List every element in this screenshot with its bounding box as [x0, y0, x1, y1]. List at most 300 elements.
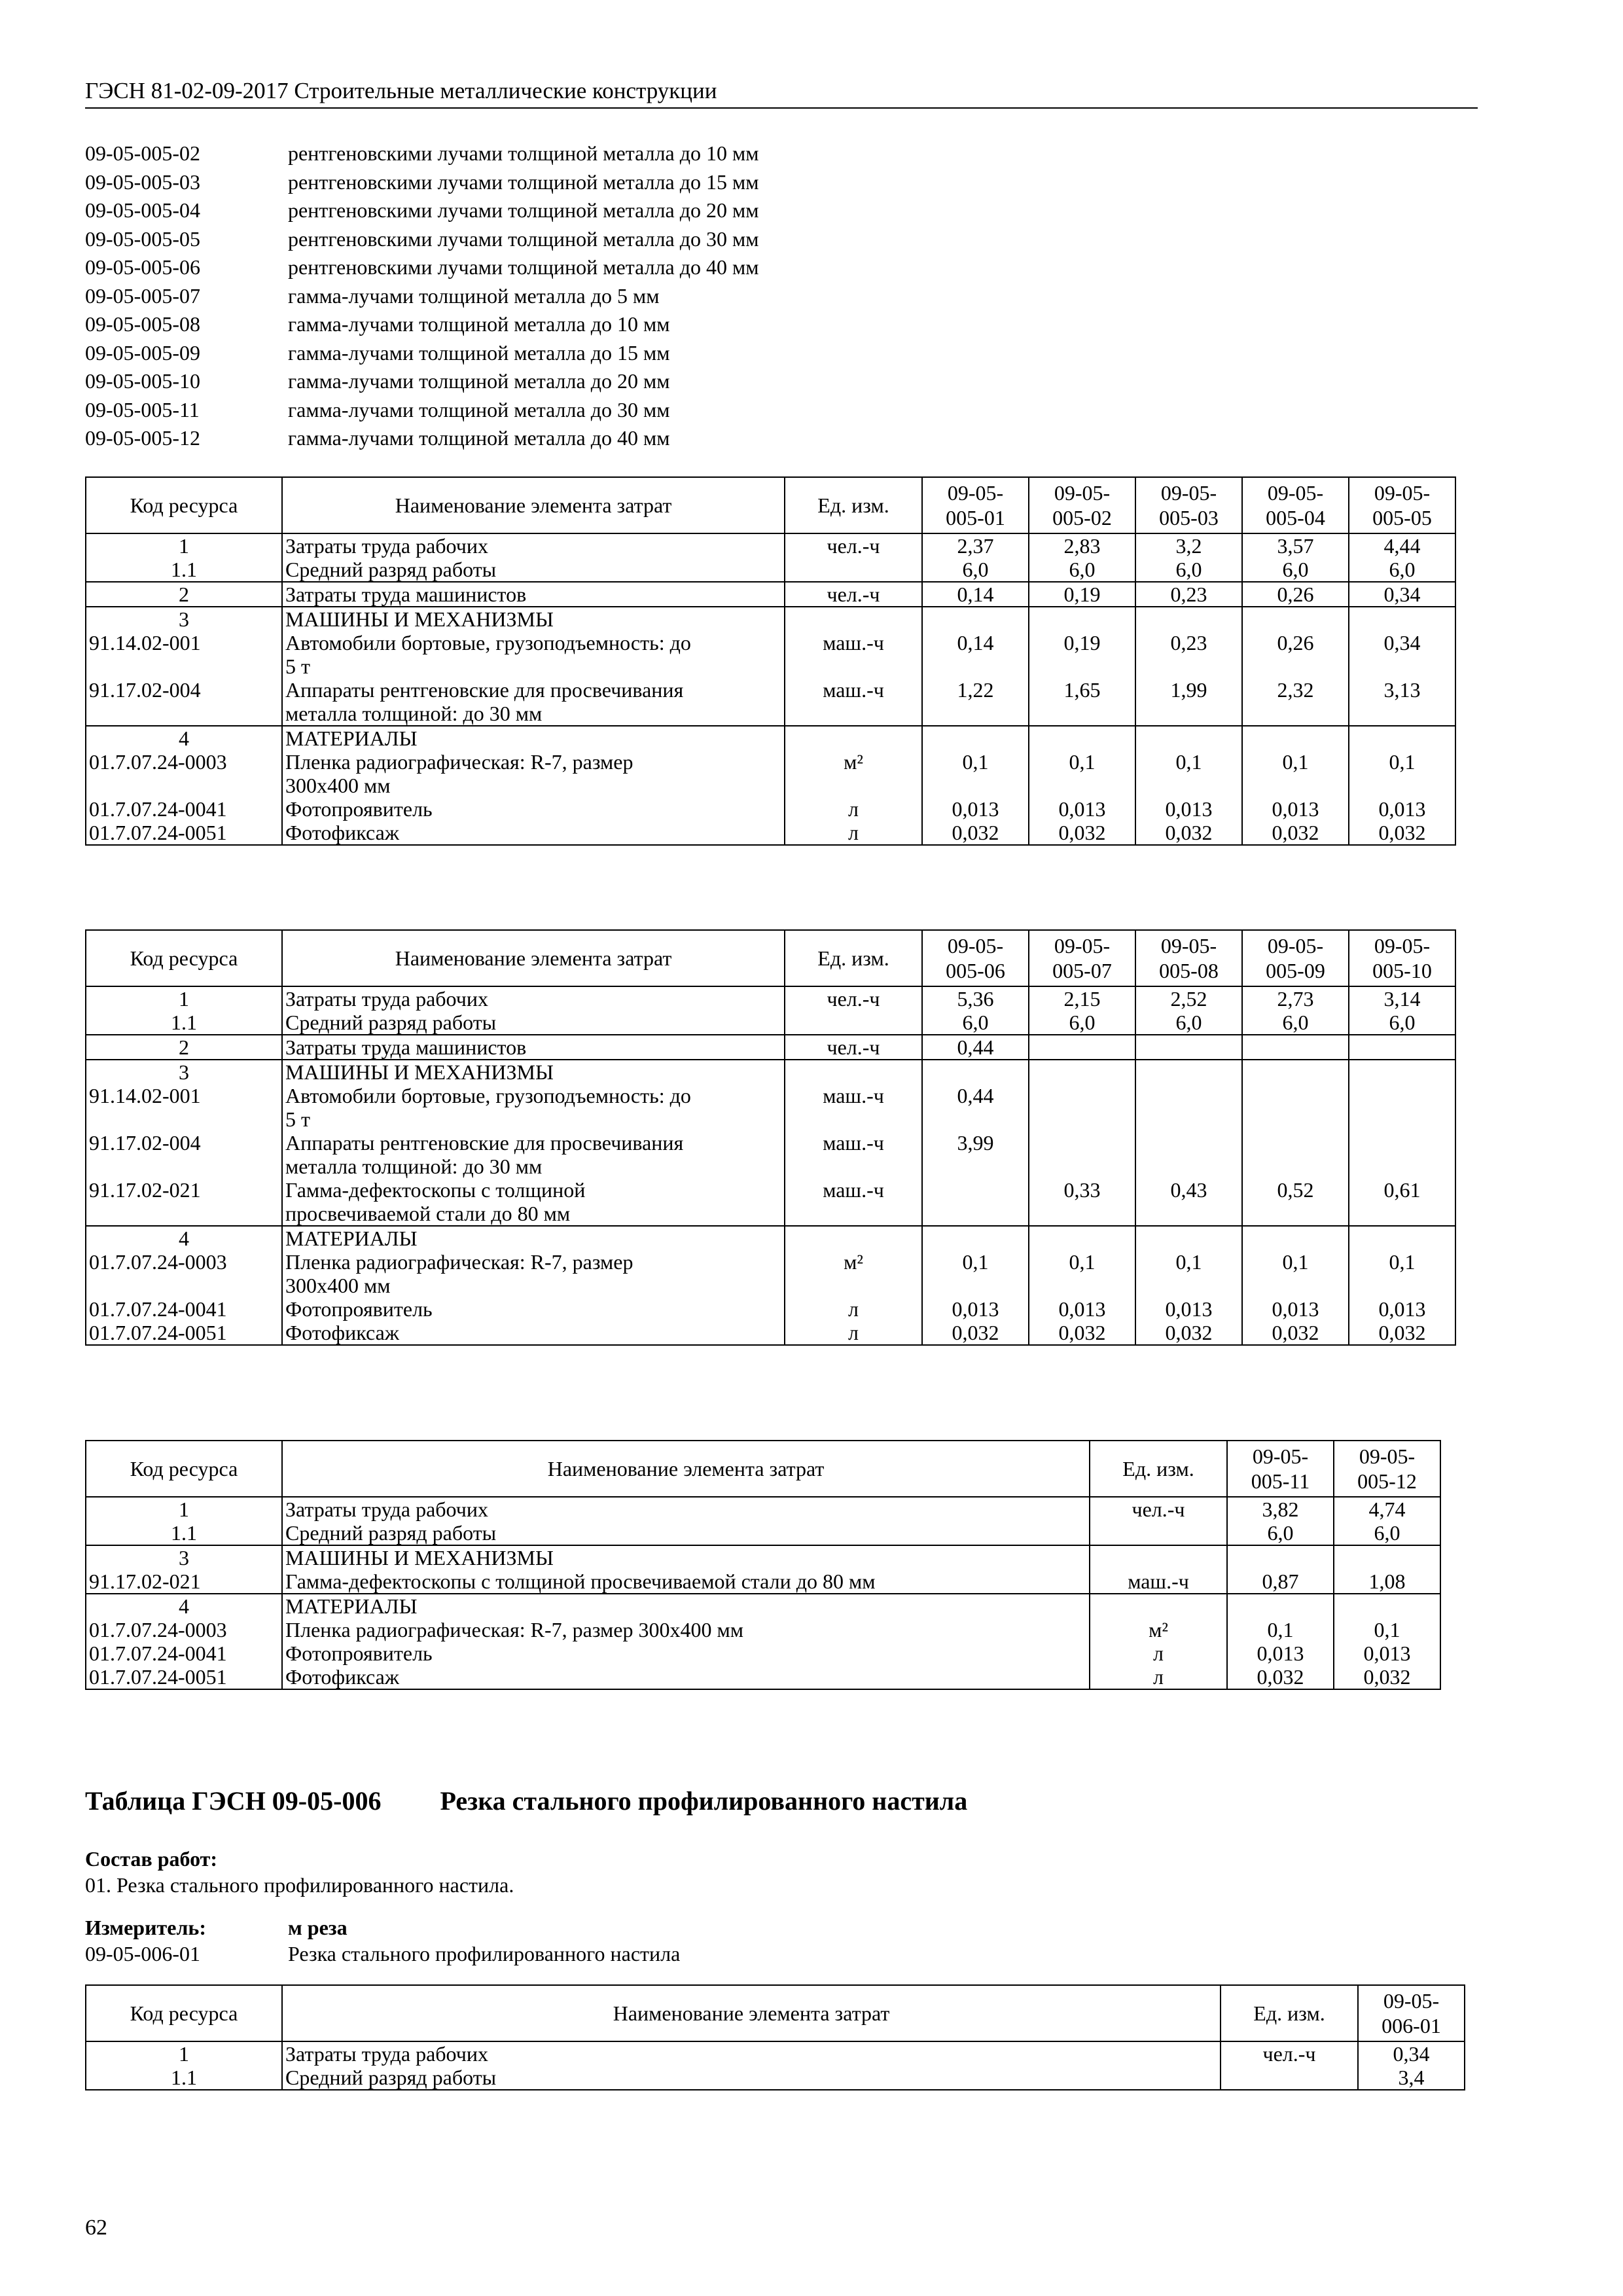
col-header-norm-line: 09-05- — [1374, 934, 1431, 958]
col-header-norm-line: 09-05- — [947, 934, 1004, 958]
code-list-code: 09-05-005-02 — [85, 141, 200, 165]
norm-value: 3,82 — [1227, 1497, 1334, 1521]
col-header-code: Код ресурса — [86, 477, 282, 533]
table-row — [86, 1011, 1455, 1035]
resource-code: 3 — [86, 1545, 282, 1570]
norm-value: 0,013 — [1227, 1641, 1334, 1665]
resource-unit: маш.-ч — [785, 631, 922, 678]
norm-value — [922, 1226, 1029, 1250]
norm-value: 0,013 — [1135, 797, 1242, 821]
table-row — [86, 1594, 1440, 1618]
resource-code: 4 — [86, 726, 282, 750]
col-header-name: Наименование элемента затрат — [282, 1985, 1221, 2041]
resource-unit — [1090, 1521, 1227, 1545]
table-row — [86, 678, 1455, 726]
col-header-norm-line: 09-05- — [1160, 481, 1217, 505]
norm-value: 6,0 — [1029, 558, 1135, 582]
norm-value: 0,14 — [922, 582, 1029, 607]
composition-block — [85, 1846, 514, 1898]
table-row — [86, 1570, 1440, 1594]
table-row — [86, 1297, 1455, 1321]
table-row — [86, 1641, 1440, 1665]
resource-name-line: металла толщиной: до 30 мм — [285, 702, 543, 725]
resource-unit: маш.-ч — [1090, 1570, 1227, 1594]
section-title-code: Таблица ГЭСН 09-05-006 — [85, 1786, 382, 1816]
col-header-norm-line: 006-01 — [1382, 2014, 1441, 2037]
resource-name-line: Фотофиксаж — [285, 821, 399, 844]
table-row — [86, 533, 1455, 558]
code-list-item — [85, 196, 759, 225]
norm-value: 0,1 — [1227, 1618, 1334, 1641]
norm-value: 0,1 — [1135, 1250, 1242, 1297]
code-list-code: 09-05-005-04 — [85, 198, 200, 222]
resource-name — [282, 1545, 1090, 1570]
col-header-norm — [1242, 930, 1349, 986]
norm-value: 6,0 — [1029, 1011, 1135, 1035]
resource-name-line: Автомобили бортовые, грузоподъемность: до — [285, 631, 691, 655]
section-title-text: Резка стального профилированного настила — [440, 1786, 968, 1816]
resource-code: 1 — [86, 2041, 282, 2066]
resource-name — [282, 726, 785, 750]
resource-name-line: Затраты труда рабочих — [285, 2042, 488, 2066]
resource-code: 01.7.07.24-0051 — [86, 821, 282, 845]
norm-value: 3,99 — [922, 1131, 1029, 1178]
resource-name — [282, 1131, 785, 1178]
resource-unit — [785, 558, 922, 582]
norm-value — [1349, 726, 1455, 750]
norm-value — [1135, 1035, 1242, 1060]
norm-value: 0,52 — [1242, 1178, 1349, 1226]
resource-unit — [785, 1060, 922, 1084]
norm-value: 0,33 — [1029, 1178, 1135, 1226]
code-list-text: гамма-лучами толщиной металла до 40 мм — [288, 426, 670, 450]
col-header-norm — [1349, 477, 1455, 533]
code-list-item — [85, 424, 759, 453]
resource-code: 3 — [86, 1060, 282, 1084]
table-row — [86, 1035, 1455, 1060]
norm-value: 3,13 — [1349, 678, 1455, 726]
table-row — [86, 1618, 1440, 1641]
norm-value: 3,2 — [1135, 533, 1242, 558]
norm-value — [1349, 1035, 1455, 1060]
resource-name-line: Аппараты рентгеновские для просвечивания — [285, 678, 684, 702]
resource-code: 01.7.07.24-0041 — [86, 797, 282, 821]
code-list-item — [85, 253, 759, 282]
resource-unit: маш.-ч — [785, 678, 922, 726]
code-list-text: гамма-лучами толщиной металла до 10 мм — [288, 312, 670, 336]
table-header-row — [86, 1985, 1465, 2041]
resource-name — [282, 2066, 1221, 2090]
norm-value: 0,34 — [1349, 582, 1455, 607]
code-list-text: рентгеновскими лучами толщиной металла до 10 мм — [288, 141, 759, 165]
resource-name-line: Фотофиксаж — [285, 1321, 399, 1344]
item-text: Резка стального профилированного настила — [288, 1942, 681, 1965]
col-header-norm — [1242, 477, 1349, 533]
col-header-name: Наименование элемента затрат — [282, 477, 785, 533]
resource-unit: л — [785, 821, 922, 845]
code-list-item — [85, 310, 759, 339]
norm-value: 0,1 — [1349, 750, 1455, 797]
resource-code: 01.7.07.24-0041 — [86, 1297, 282, 1321]
norm-value — [1135, 1131, 1242, 1178]
code-list-text: гамма-лучами толщиной металла до 20 мм — [288, 369, 670, 393]
resource-unit — [1090, 1594, 1227, 1618]
resource-name-line: Затраты труда рабочих — [285, 987, 488, 1011]
norm-value: 5,36 — [922, 986, 1029, 1011]
resource-name-line: МАШИНЫ И МЕХАНИЗМЫ — [285, 1546, 554, 1570]
norm-value: 0,032 — [1242, 1321, 1349, 1345]
code-list-item — [85, 396, 759, 425]
resource-table-2 — [85, 929, 1456, 1346]
resource-name-line: Фотопроявитель — [285, 1297, 433, 1321]
norm-value: 0,19 — [1029, 631, 1135, 678]
resource-unit: маш.-ч — [785, 1084, 922, 1131]
resource-name-line: МАШИНЫ И МЕХАНИЗМЫ — [285, 1060, 554, 1084]
resource-name-line: просвечиваемой стали до 80 мм — [285, 1202, 571, 1225]
norm-value: 6,0 — [1135, 1011, 1242, 1035]
resource-name-line: 5 т — [285, 1107, 310, 1131]
norm-value: 1,99 — [1135, 678, 1242, 726]
table-row — [86, 1665, 1440, 1689]
resource-name — [282, 1060, 785, 1084]
norm-value: 6,0 — [1227, 1521, 1334, 1545]
resource-code: 01.7.07.24-0041 — [86, 1641, 282, 1665]
resource-unit: л — [785, 1321, 922, 1345]
norm-value: 2,52 — [1135, 986, 1242, 1011]
resource-code: 01.7.07.24-0003 — [86, 1618, 282, 1641]
norm-value: 0,032 — [1242, 821, 1349, 845]
table-row — [86, 1178, 1455, 1226]
norm-value: 0,87 — [1227, 1570, 1334, 1594]
resource-unit: м² — [1090, 1618, 1227, 1641]
norm-value — [1334, 1545, 1440, 1570]
resource-table-4 — [85, 1984, 1465, 2090]
table-row — [86, 582, 1455, 607]
resource-code: 91.14.02-001 — [86, 631, 282, 678]
norm-value: 0,44 — [922, 1035, 1029, 1060]
col-header-norm — [922, 477, 1029, 533]
resource-name — [282, 558, 785, 582]
code-list-text: рентгеновскими лучами толщиной металла до 15 мм — [288, 170, 759, 194]
table-row — [86, 1131, 1455, 1178]
resource-code: 1.1 — [86, 2066, 282, 2090]
col-header-norm-line: 005-12 — [1357, 1469, 1417, 1493]
norm-value: 0,34 — [1349, 631, 1455, 678]
resource-code: 4 — [86, 1594, 282, 1618]
norm-value: 0,032 — [1349, 1321, 1455, 1345]
resource-code: 91.14.02-001 — [86, 1084, 282, 1131]
table-row — [86, 1321, 1455, 1345]
col-header-norm — [1029, 477, 1135, 533]
resource-code: 1.1 — [86, 1011, 282, 1035]
code-list-item — [85, 225, 759, 254]
norm-value: 6,0 — [1349, 1011, 1455, 1035]
norm-value — [1135, 607, 1242, 631]
resource-unit — [785, 1011, 922, 1035]
resource-name-line: Гамма-дефектоскопы с толщиной просвечиваемой стали до 80 мм — [285, 1570, 876, 1593]
resource-name — [282, 1570, 1090, 1594]
table-row — [86, 750, 1455, 797]
resource-name — [282, 1641, 1090, 1665]
norm-value: 0,43 — [1135, 1178, 1242, 1226]
norm-value: 2,73 — [1242, 986, 1349, 1011]
col-header-name: Наименование элемента затрат — [282, 1441, 1090, 1497]
resource-name-line: Фотопроявитель — [285, 1641, 433, 1665]
resource-name-line: Затраты труда рабочих — [285, 534, 488, 558]
page-number: 62 — [85, 2215, 107, 2240]
code-list-code: 09-05-005-07 — [85, 283, 200, 308]
resource-name-line: МАТЕРИАЛЫ — [285, 1594, 418, 1618]
norm-value — [1242, 607, 1349, 631]
col-header-norm — [1349, 930, 1455, 986]
norm-value — [1334, 1594, 1440, 1618]
table-header-row — [86, 930, 1455, 986]
norm-value: 0,1 — [1029, 750, 1135, 797]
resource-code: 2 — [86, 582, 282, 607]
norm-value: 0,61 — [1349, 1178, 1455, 1226]
resource-unit — [785, 1226, 922, 1250]
norm-value: 3,14 — [1349, 986, 1455, 1011]
norm-value: 0,032 — [1135, 821, 1242, 845]
running-header: ГЭСН 81-02-09-2017 Строительные металлические конструкции — [85, 77, 1478, 109]
norm-value: 2,83 — [1029, 533, 1135, 558]
norm-value: 0,013 — [1029, 1297, 1135, 1321]
resource-name-line: Затраты труда рабочих — [285, 1498, 488, 1521]
resource-unit: л — [785, 1297, 922, 1321]
resource-unit: чел.-ч — [785, 582, 922, 607]
norm-value — [1135, 1084, 1242, 1131]
table-row — [86, 1521, 1440, 1545]
col-header-norm-line: 005-11 — [1251, 1469, 1310, 1493]
resource-unit: л — [1090, 1665, 1227, 1689]
norm-value: 0,032 — [922, 821, 1029, 845]
norm-value — [1029, 1084, 1135, 1131]
resource-code: 2 — [86, 1035, 282, 1060]
resource-name-line: Пленка радиографическая: R-7, размер — [285, 1250, 633, 1274]
norm-value — [1029, 607, 1135, 631]
resource-code: 91.17.02-004 — [86, 1131, 282, 1178]
resource-name-line: Фотопроявитель — [285, 797, 433, 821]
norm-value — [1029, 1226, 1135, 1250]
resource-unit: чел.-ч — [785, 1035, 922, 1060]
resource-name — [282, 986, 785, 1011]
resource-name — [282, 2041, 1221, 2066]
resource-name-line: Автомобили бортовые, грузоподъемность: до — [285, 1084, 691, 1107]
table-row — [86, 2041, 1465, 2066]
resource-name — [282, 1011, 785, 1035]
resource-unit: м² — [785, 750, 922, 797]
resource-code: 91.17.02-004 — [86, 678, 282, 726]
code-list-text: рентгеновскими лучами толщиной металла до 30 мм — [288, 226, 759, 251]
resource-unit — [1090, 1545, 1227, 1570]
norm-value: 0,26 — [1242, 582, 1349, 607]
col-header-norm-line: 005-06 — [946, 959, 1005, 982]
resource-unit: маш.-ч — [785, 1131, 922, 1178]
col-header-norm-line: 09-05- — [1359, 1444, 1416, 1468]
norm-value: 0,1 — [1242, 750, 1349, 797]
col-header-norm — [1227, 1441, 1334, 1497]
norm-value: 3,4 — [1358, 2066, 1465, 2090]
table-row — [86, 631, 1455, 678]
resource-name — [282, 533, 785, 558]
norm-value: 0,1 — [1349, 1250, 1455, 1297]
resource-name-line: Средний разряд работы — [285, 2066, 497, 2089]
resource-name-line: 5 т — [285, 655, 310, 678]
resource-name — [282, 607, 785, 631]
norm-value: 0,032 — [1334, 1665, 1440, 1689]
norm-value: 0,19 — [1029, 582, 1135, 607]
table-row — [86, 558, 1455, 582]
norm-value — [1242, 726, 1349, 750]
resource-unit: м² — [785, 1250, 922, 1297]
norm-value — [1242, 1084, 1349, 1131]
col-header-norm-line: 09-05- — [1054, 481, 1111, 505]
table-row — [86, 726, 1455, 750]
norm-value: 0,032 — [922, 1321, 1029, 1345]
col-header-norm-line: 005-07 — [1052, 959, 1112, 982]
code-list-item — [85, 282, 759, 311]
norm-value: 0,26 — [1242, 631, 1349, 678]
col-header-norm-line: 005-01 — [946, 506, 1005, 529]
resource-name-line: Фотофиксаж — [285, 1665, 399, 1689]
table-row — [86, 1497, 1440, 1521]
code-list-code: 09-05-005-12 — [85, 426, 200, 450]
norm-value: 0,032 — [1029, 821, 1135, 845]
norm-value — [1242, 1226, 1349, 1250]
norm-value: 0,013 — [922, 797, 1029, 821]
col-header-norm — [1029, 930, 1135, 986]
resource-name — [282, 1226, 785, 1250]
col-header-norm — [1334, 1441, 1440, 1497]
table-row — [86, 607, 1455, 631]
norm-value: 1,65 — [1029, 678, 1135, 726]
table-header-row — [86, 477, 1455, 533]
resource-name-line: Пленка радиографическая: R-7, размер — [285, 750, 633, 774]
resource-name — [282, 1497, 1090, 1521]
resource-name — [282, 1321, 785, 1345]
col-header-norm-line: 09-05- — [1160, 934, 1217, 958]
resource-name-line: Гамма-дефектоскопы с толщиной — [285, 1178, 586, 1202]
resource-name — [282, 750, 785, 797]
norm-value: 2,37 — [922, 533, 1029, 558]
code-list-code: 09-05-005-05 — [85, 226, 200, 251]
norm-value: 0,013 — [1349, 797, 1455, 821]
code-list-code: 09-05-005-10 — [85, 369, 200, 393]
norm-value: 2,32 — [1242, 678, 1349, 726]
norm-value — [1349, 1131, 1455, 1178]
norm-value: 0,032 — [1349, 821, 1455, 845]
norm-value — [1135, 1226, 1242, 1250]
norm-value: 6,0 — [1242, 558, 1349, 582]
table-row — [86, 1084, 1455, 1131]
code-list-code: 09-05-005-03 — [85, 170, 200, 194]
col-header-norm-line: 09-05- — [1267, 934, 1324, 958]
resource-unit: л — [1090, 1641, 1227, 1665]
resource-unit: чел.-ч — [785, 533, 922, 558]
norm-value: 6,0 — [922, 558, 1029, 582]
resource-unit: л — [785, 797, 922, 821]
col-header-norm — [1358, 1985, 1465, 2041]
resource-name — [282, 1035, 785, 1060]
norm-value: 3,57 — [1242, 533, 1349, 558]
resource-unit — [785, 726, 922, 750]
col-header-norm-line: 005-03 — [1159, 506, 1219, 529]
table-header-row — [86, 1441, 1440, 1497]
col-header-norm-line: 09-05- — [1054, 934, 1111, 958]
resource-code: 91.17.02-021 — [86, 1178, 282, 1226]
norm-value: 6,0 — [922, 1011, 1029, 1035]
resource-unit — [1221, 2066, 1358, 2090]
code-list-text: гамма-лучами толщиной металла до 5 мм — [288, 283, 660, 308]
norm-value — [1135, 1060, 1242, 1084]
resource-code: 1 — [86, 986, 282, 1011]
resource-table-1 — [85, 476, 1456, 846]
code-list-code: 09-05-005-11 — [85, 397, 200, 422]
norm-value: 0,013 — [1029, 797, 1135, 821]
col-header-norm — [922, 930, 1029, 986]
code-list-code: 09-05-005-06 — [85, 255, 200, 279]
resource-name — [282, 1665, 1090, 1689]
resource-name-line: Аппараты рентгеновские для просвечивания — [285, 1131, 684, 1155]
resource-name-line: металла толщиной: до 30 мм — [285, 1155, 543, 1178]
resource-unit: чел.-ч — [785, 986, 922, 1011]
col-header-unit: Ед. изм. — [1221, 1985, 1358, 2041]
resource-name — [282, 582, 785, 607]
col-header-norm-line: 09-05- — [1252, 1444, 1309, 1468]
code-list-code: 09-05-005-08 — [85, 312, 200, 336]
col-header-unit: Ед. изм. — [785, 477, 922, 533]
norm-value: 4,44 — [1349, 533, 1455, 558]
norm-value — [1349, 1226, 1455, 1250]
resource-name-line: Пленка радиографическая: R-7, размер 300х400 мм — [285, 1618, 743, 1641]
code-list-text: гамма-лучами толщиной металла до 30 мм — [288, 397, 670, 422]
norm-value: 0,032 — [1029, 1321, 1135, 1345]
norm-value: 0,013 — [1242, 1297, 1349, 1321]
item-code: 09-05-006-01 — [85, 1942, 200, 1965]
norm-value — [922, 1060, 1029, 1084]
table-row — [86, 821, 1455, 845]
col-header-norm-line: 005-02 — [1052, 506, 1112, 529]
norm-value: 0,032 — [1135, 1321, 1242, 1345]
code-list-item — [85, 339, 759, 368]
norm-value: 6,0 — [1349, 558, 1455, 582]
norm-value: 0,23 — [1135, 631, 1242, 678]
norm-value: 0,1 — [1334, 1618, 1440, 1641]
col-header-unit: Ед. изм. — [1090, 1441, 1227, 1497]
resource-name — [282, 1178, 785, 1226]
norm-value — [1349, 1084, 1455, 1131]
resource-name-line: 300х400 мм — [285, 1274, 391, 1297]
norm-value: 0,1 — [1029, 1250, 1135, 1297]
norm-value: 0,1 — [922, 750, 1029, 797]
resource-unit: чел.-ч — [1221, 2041, 1358, 2066]
norm-value: 0,032 — [1227, 1665, 1334, 1689]
composition-label: Состав работ: — [85, 1847, 218, 1871]
norm-value: 2,15 — [1029, 986, 1135, 1011]
norm-value: 0,1 — [1242, 1250, 1349, 1297]
col-header-code: Код ресурса — [86, 1985, 282, 2041]
norm-value: 1,08 — [1334, 1570, 1440, 1594]
table-row — [86, 1250, 1455, 1297]
table-row — [86, 1226, 1455, 1250]
norm-value — [922, 726, 1029, 750]
col-header-norm-line: 005-08 — [1159, 959, 1219, 982]
norm-value: 0,013 — [922, 1297, 1029, 1321]
col-header-norm-line: 09-05- — [1267, 481, 1324, 505]
norm-value — [1242, 1131, 1349, 1178]
norm-value — [922, 1178, 1029, 1226]
resource-name-line: МАТЕРИАЛЫ — [285, 726, 418, 750]
